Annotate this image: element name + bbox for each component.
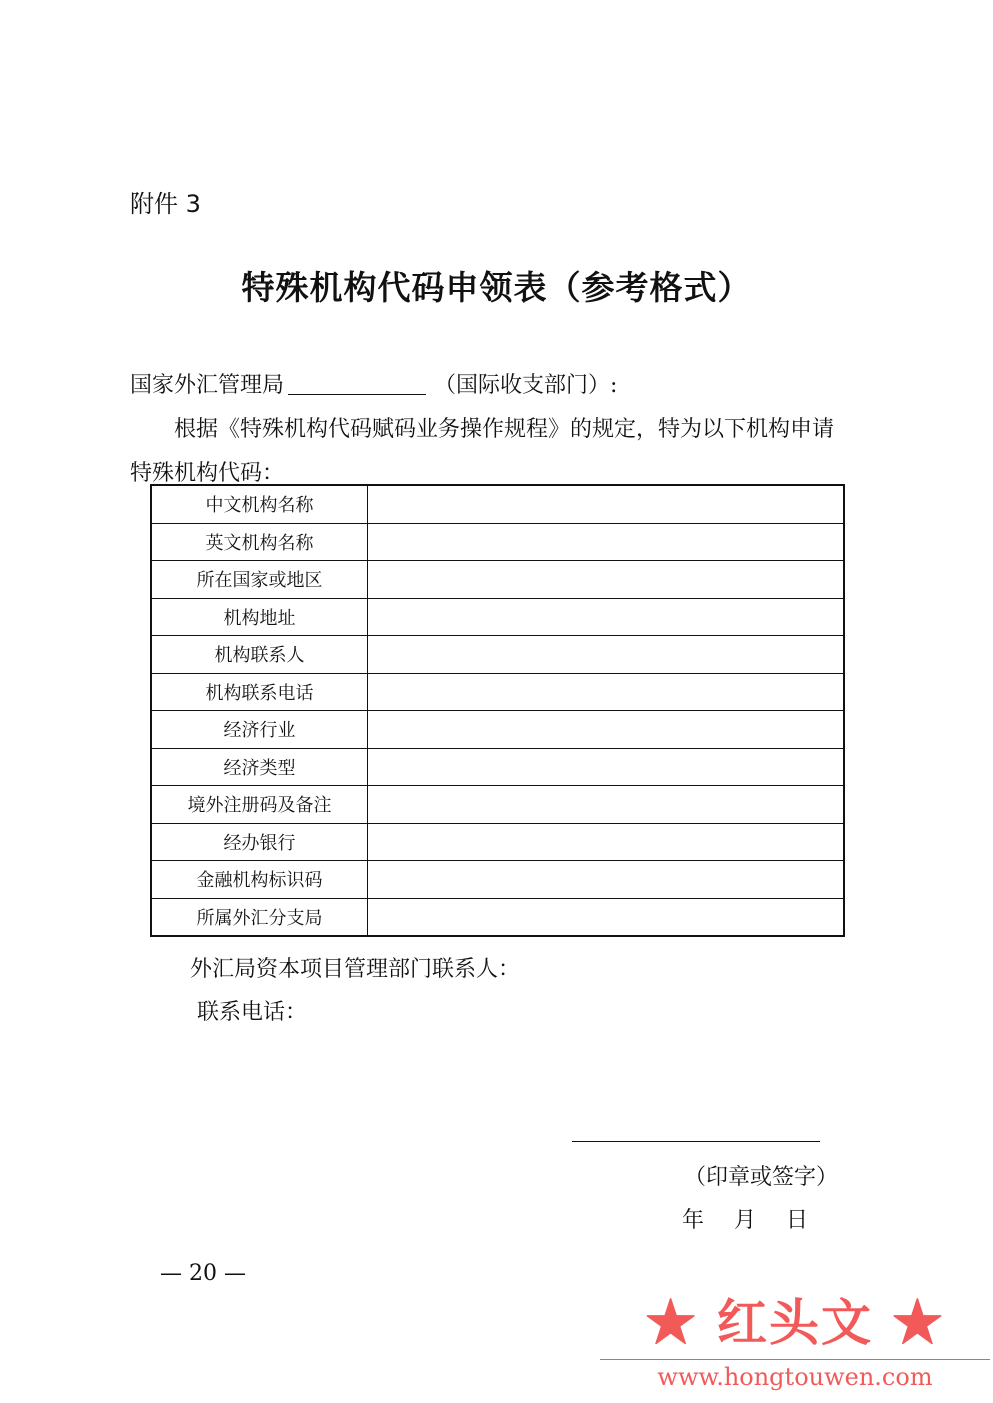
form-row-value[interactable] (368, 523, 844, 561)
form-row (151, 485, 844, 523)
form-row-label: 所在国家或地区 (151, 561, 368, 599)
form-row (151, 823, 844, 861)
form-row-value[interactable] (368, 898, 844, 936)
date-day: 日 (786, 1208, 809, 1233)
form-row (151, 636, 844, 674)
form-row-value[interactable] (368, 786, 844, 824)
form-row-label: 经济类型 (151, 748, 368, 786)
form-row-label: 机构联系人 (151, 636, 368, 674)
date-month: 月 (734, 1208, 757, 1233)
form-row (151, 673, 844, 711)
signature-line[interactable] (572, 1141, 820, 1142)
watermark-text: ★ 红头文 ★ (645, 1293, 945, 1352)
watermark-divider (600, 1359, 990, 1360)
watermark-url: www.hongtouwen.com (657, 1363, 933, 1391)
form-row-value[interactable] (368, 561, 844, 599)
form-row (151, 748, 844, 786)
body-text-line-2: 特殊机构代码： (130, 461, 285, 486)
form-row (151, 523, 844, 561)
form-row-value[interactable] (368, 636, 844, 674)
form-row-label: 经办银行 (151, 823, 368, 861)
form-row-value[interactable] (368, 823, 844, 861)
addressee-prefix: 国家外汇管理局 (130, 373, 285, 398)
addressee-suffix: （国际收支部门）: (434, 373, 618, 398)
page-number: — 20 — (160, 1261, 246, 1286)
contact-person-label: 外汇局资本项目管理部门联系人： (190, 957, 521, 982)
contact-phone-label: 联系电话： (197, 1000, 308, 1025)
form-row-label: 所属外汇分支局 (151, 898, 368, 936)
form-row-value[interactable] (368, 598, 844, 636)
form-row (151, 561, 844, 599)
form-row (151, 898, 844, 936)
addressee-line (130, 368, 617, 399)
form-row (151, 598, 844, 636)
form-row (151, 861, 844, 899)
addressee-blank[interactable] (288, 372, 426, 395)
form-row (151, 711, 844, 749)
form-row-label: 经济行业 (151, 711, 368, 749)
form-row (151, 786, 844, 824)
form-row-label: 机构地址 (151, 598, 368, 636)
form-row-value[interactable] (368, 861, 844, 899)
page-title: 特殊机构代码申领表（参考格式） (241, 268, 752, 307)
application-form-table (150, 484, 845, 937)
form-row-label: 中文机构名称 (151, 485, 368, 523)
signature-label: （印章或签字） (684, 1165, 839, 1190)
watermark (600, 1283, 990, 1393)
date-year: 年 (682, 1208, 705, 1233)
form-row-label: 金融机构标识码 (151, 861, 368, 899)
form-row-value[interactable] (368, 748, 844, 786)
form-row-value[interactable] (368, 485, 844, 523)
form-row-label: 境外注册码及备注 (151, 786, 368, 824)
date-line (682, 1203, 808, 1234)
form-row-label: 机构联系电话 (151, 673, 368, 711)
form-row-label: 英文机构名称 (151, 523, 368, 561)
form-row-value[interactable] (368, 673, 844, 711)
form-row-value[interactable] (368, 711, 844, 749)
attachment-label: 附件 3 (130, 190, 201, 218)
body-text-line-1: 根据《特殊机构代码赋码业务操作规程》的规定，特为以下机构申请 (174, 417, 835, 442)
